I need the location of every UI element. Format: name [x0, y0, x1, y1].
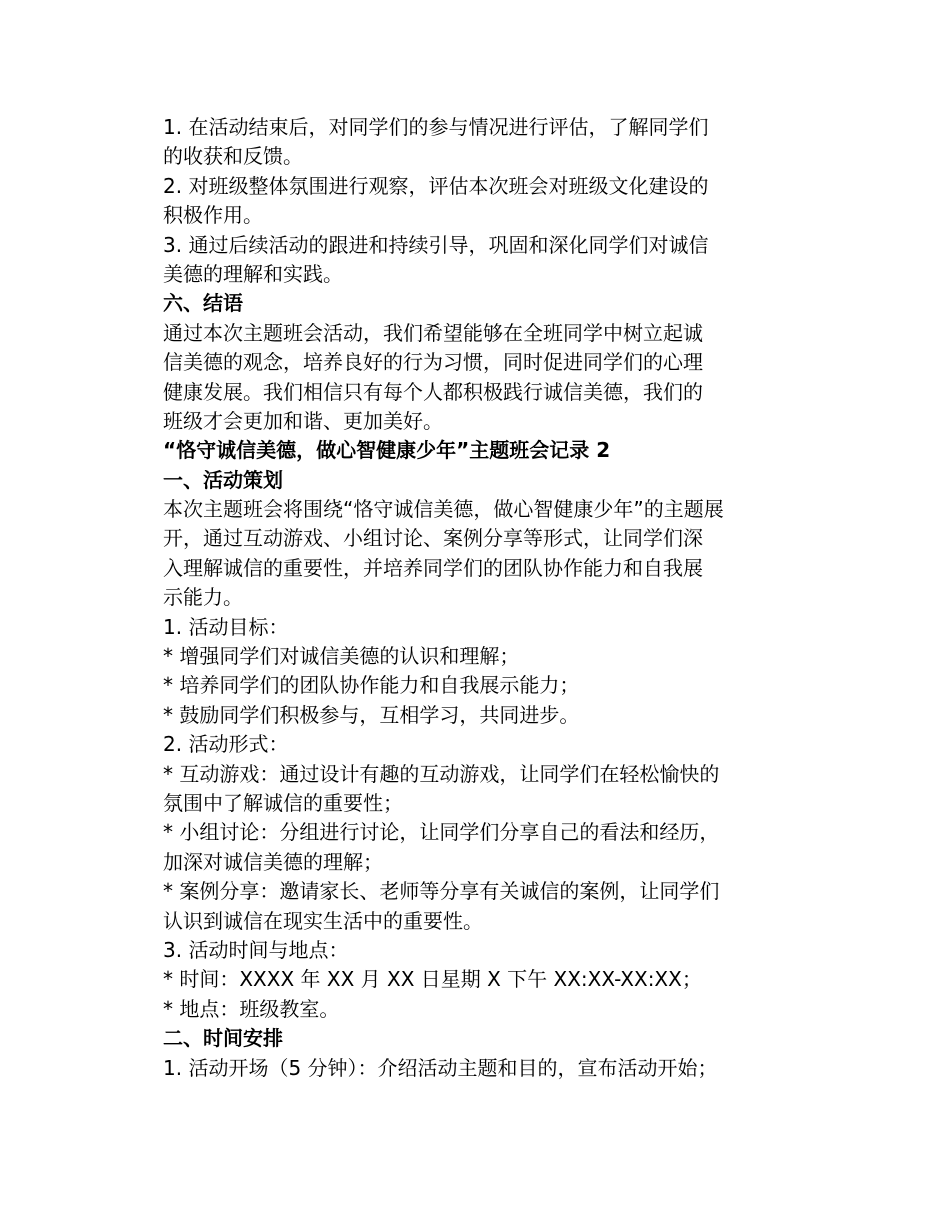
- text-line: 1. 活动开场（5 分钟）：介绍活动主题和目的，宣布活动开始；: [163, 1055, 718, 1080]
- text-line: 健康发展。我们相信只有每个人都积极践行诚信美德，我们的: [163, 379, 703, 404]
- text-line: 本次主题班会将围绕“恪守诚信美德，做心智健康少年”的主题展: [163, 497, 724, 522]
- text-line: * 增强同学们对诚信美德的认识和理解；: [163, 644, 520, 669]
- text-line: * 案例分享：邀请家长、老师等分享有关诚信的案例，让同学们: [163, 879, 720, 904]
- text-line: 美德的理解和实践。: [163, 261, 343, 286]
- text-line: 加深对诚信美德的理解；: [163, 849, 383, 874]
- text-line: 3. 活动时间与地点：: [163, 937, 349, 962]
- text-line: 的收获和反馈。: [163, 144, 303, 169]
- text-line: * 小组讨论：分组进行讨论，让同学们分享自己的看法和经历，: [163, 820, 720, 845]
- text-line: * 时间：XXXX 年 XX 月 XX 日星期 X 下午 XX:XX-XX:XX；: [163, 967, 702, 992]
- section-heading: 一、活动策划: [163, 467, 283, 492]
- text-line: 1. 活动目标：: [163, 614, 289, 639]
- text-line: 开，通过互动游戏、小组讨论、案例分享等形式，让同学们深: [163, 526, 703, 551]
- text-line: 认识到诚信在现实生活中的重要性。: [163, 908, 483, 933]
- text-line: 示能力。: [163, 585, 243, 610]
- text-line: 入理解诚信的重要性，并培养同学们的团队协作能力和自我展: [163, 555, 703, 580]
- section-heading: 二、时间安排: [163, 1026, 283, 1051]
- text-line: * 地点：班级教室。: [163, 996, 340, 1021]
- section-heading: 六、结语: [163, 291, 243, 316]
- text-line: 1. 在活动结束后，对同学们的参与情况进行评估，了解同学们: [163, 115, 709, 139]
- text-line: 2. 活动形式：: [163, 732, 289, 757]
- text-line: * 互动游戏：通过设计有趣的互动游戏，让同学们在轻松愉快的: [163, 761, 720, 786]
- text-line: 班级才会更加和谐、更加美好。: [163, 408, 443, 433]
- text-line: 信美德的观念，培养良好的行为习惯，同时促进同学们的心理: [163, 350, 703, 375]
- document-page: [163, 113, 793, 1083]
- text-line: 氛围中了解诚信的重要性；: [163, 790, 403, 815]
- text-line: * 培养同学们的团队协作能力和自我展示能力；: [163, 673, 580, 698]
- text-line: 3. 通过后续活动的跟进和持续引导，巩固和深化同学们对诚信: [163, 232, 709, 257]
- document-title: “恪守诚信美德，做心智健康少年”主题班会记录 2: [163, 438, 611, 463]
- text-line: 通过本次主题班会活动，我们希望能够在全班同学中树立起诚: [163, 320, 703, 345]
- text-line: * 鼓励同学们积极参与，互相学习，共同进步。: [163, 702, 580, 727]
- text-line: 2. 对班级整体氛围进行观察，评估本次班会对班级文化建设的: [163, 173, 709, 198]
- text-line: 积极作用。: [163, 203, 263, 228]
